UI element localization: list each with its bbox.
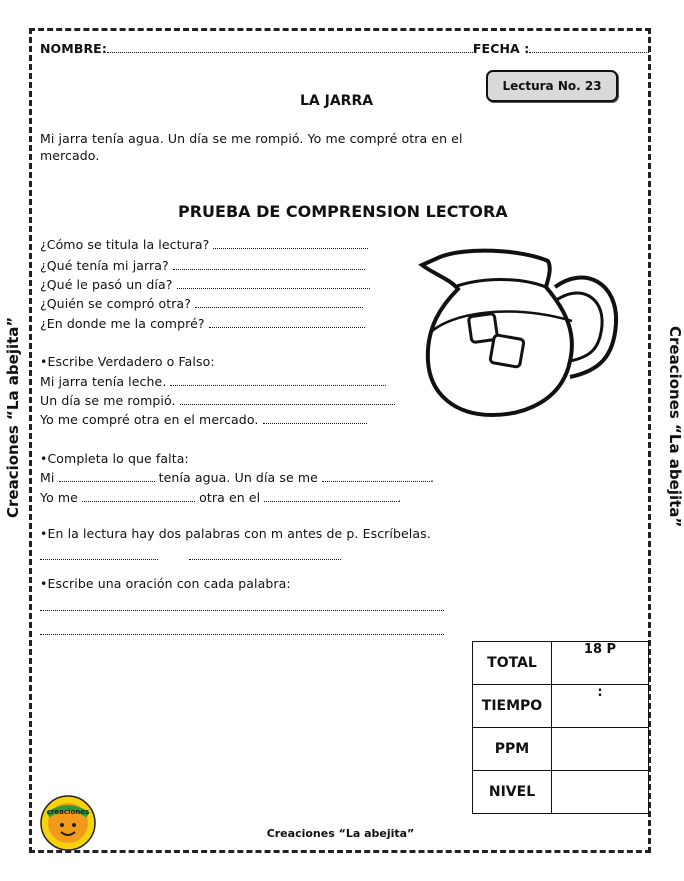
complete-text: otra en el xyxy=(199,490,261,505)
reading-text-line-2: mercado. xyxy=(40,148,100,163)
svg-text:creaciones: creaciones xyxy=(46,808,90,816)
bee-logo xyxy=(40,795,96,851)
mp-answers xyxy=(40,545,341,564)
complete-text: . xyxy=(397,490,402,505)
blank-field[interactable] xyxy=(322,471,430,482)
complete-line-1 xyxy=(40,470,434,485)
time-label: TIEMPO xyxy=(473,685,552,728)
table-row xyxy=(473,728,649,771)
question-text: ¿Cómo se titula la lectura? xyxy=(40,237,210,252)
sentence-line-2 xyxy=(40,620,444,639)
pitcher-illustration xyxy=(420,243,620,423)
word-field-1[interactable] xyxy=(40,549,158,560)
time-value[interactable]: : xyxy=(552,685,649,728)
test-title: PRUEBA DE COMPRENSION LECTORA xyxy=(178,202,508,221)
statement-text: Un día se me rompió. xyxy=(40,393,176,408)
side-brand-right: Creaciones “La abejita” xyxy=(666,326,684,528)
table-row xyxy=(473,642,649,685)
answer-field[interactable] xyxy=(213,238,368,249)
sentences-heading: •Escribe una oración con cada palabra: xyxy=(40,576,291,591)
sentence-field[interactable] xyxy=(40,624,444,635)
word-field-2[interactable] xyxy=(189,549,341,560)
table-row xyxy=(473,685,649,728)
name-label: NOMBRE: xyxy=(40,41,107,56)
side-brand-left: Creaciones “La abejita” xyxy=(4,316,22,518)
level-value[interactable] xyxy=(552,771,649,814)
question-text: ¿En donde me la compré? xyxy=(40,316,205,331)
complete-text: Yo me xyxy=(40,490,78,505)
true-false-item-2 xyxy=(40,393,395,408)
answer-field[interactable] xyxy=(173,259,365,270)
sentence-line-1 xyxy=(40,596,444,615)
complete-text: Mi xyxy=(40,470,55,485)
sentence-field[interactable] xyxy=(40,600,444,611)
answer-field[interactable] xyxy=(170,375,386,386)
level-label: NIVEL xyxy=(473,771,552,814)
answer-field[interactable] xyxy=(177,278,370,289)
total-value[interactable]: 18 P xyxy=(552,642,649,685)
complete-text: . xyxy=(429,470,435,485)
statement-text: Mi jarra tenía leche. xyxy=(40,374,167,389)
score-table xyxy=(472,641,649,814)
name-field[interactable] xyxy=(107,42,473,53)
answer-field[interactable] xyxy=(209,317,365,328)
blank-field[interactable] xyxy=(264,491,397,502)
question-5 xyxy=(40,316,365,331)
question-3 xyxy=(40,277,370,292)
reading-text-line-1: Mi jarra tenía agua. Un día se me rompió. Yo me compré otra en el xyxy=(40,131,463,146)
blank-field[interactable] xyxy=(59,471,155,482)
complete-text: tenía agua. Un día se me xyxy=(158,470,318,485)
true-false-heading: •Escribe Verdadero o Falso: xyxy=(40,354,215,369)
reading-title: LA JARRA xyxy=(300,93,374,109)
ppm-label: PPM xyxy=(473,728,552,771)
table-row xyxy=(473,771,649,814)
mp-heading: •En la lectura hay dos palabras con m antes de p. Escríbelas. xyxy=(40,526,431,541)
footer-brand: Creaciones “La abejita” xyxy=(266,827,415,840)
true-false-item-3 xyxy=(40,412,367,427)
true-false-item-1 xyxy=(40,374,386,389)
answer-field[interactable] xyxy=(195,297,363,308)
date-field[interactable] xyxy=(529,42,649,53)
question-text: ¿Qué tenía mi jarra? xyxy=(40,258,169,273)
question-1 xyxy=(40,237,368,252)
question-4 xyxy=(40,296,363,311)
blank-field[interactable] xyxy=(82,491,195,502)
name-row xyxy=(40,41,649,56)
reading-number-badge: Lectura No. 23 xyxy=(486,70,618,102)
answer-field[interactable] xyxy=(263,413,367,424)
question-text: ¿Quién se compró otra? xyxy=(40,296,191,311)
answer-field[interactable] xyxy=(180,394,395,405)
total-label: TOTAL xyxy=(473,642,552,685)
question-2 xyxy=(40,258,365,273)
complete-line-2 xyxy=(40,490,401,505)
question-text: ¿Qué le pasó un día? xyxy=(40,277,173,292)
complete-heading: •Completa lo que falta: xyxy=(40,451,189,466)
ppm-value[interactable] xyxy=(552,728,649,771)
date-label: FECHA : xyxy=(472,41,530,56)
statement-text: Yo me compré otra en el mercado. xyxy=(40,412,259,427)
